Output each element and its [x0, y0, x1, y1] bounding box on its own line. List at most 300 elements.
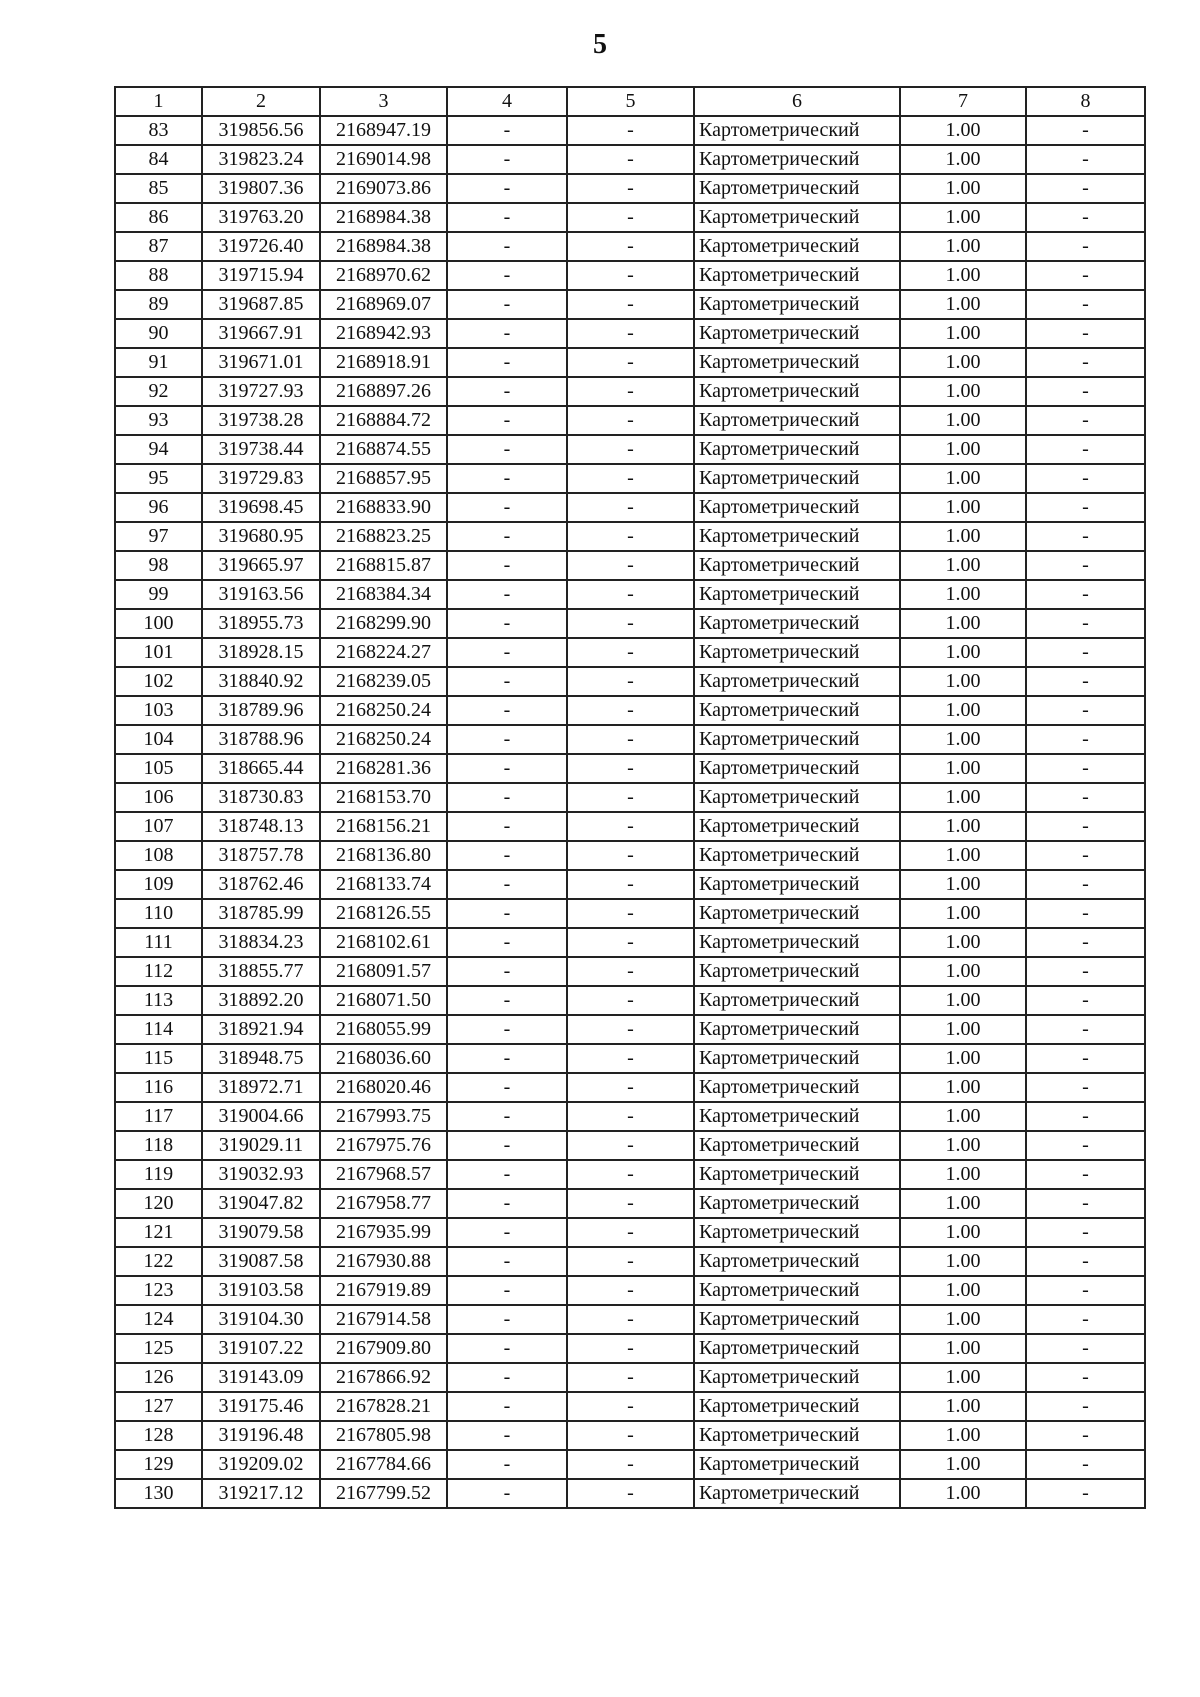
method-cell: Картометрический [694, 928, 900, 957]
y-coordinate-cell: 2167930.88 [320, 1247, 447, 1276]
accuracy-cell: 1.00 [900, 986, 1026, 1015]
y-coordinate-cell: 2168091.57 [320, 957, 447, 986]
accuracy-cell: 1.00 [900, 899, 1026, 928]
y-coordinate-cell: 2168250.24 [320, 725, 447, 754]
column-5-cell: - [567, 1363, 694, 1392]
point-number-cell: 112 [115, 957, 202, 986]
y-coordinate-cell: 2168153.70 [320, 783, 447, 812]
column-5-cell: - [567, 1131, 694, 1160]
method-cell: Картометрический [694, 551, 900, 580]
accuracy-cell: 1.00 [900, 261, 1026, 290]
column-5-cell: - [567, 580, 694, 609]
accuracy-cell: 1.00 [900, 232, 1026, 261]
column-8-cell: - [1026, 232, 1145, 261]
header-cell: 8 [1026, 87, 1145, 116]
table-row [115, 957, 1145, 986]
coordinates-table [114, 86, 1146, 1509]
accuracy-cell: 1.00 [900, 1479, 1026, 1508]
y-coordinate-cell: 2168020.46 [320, 1073, 447, 1102]
table-row [115, 580, 1145, 609]
method-cell: Картометрический [694, 783, 900, 812]
header-cell: 4 [447, 87, 567, 116]
table-row [115, 696, 1145, 725]
column-8-cell: - [1026, 1334, 1145, 1363]
accuracy-cell: 1.00 [900, 406, 1026, 435]
y-coordinate-cell: 2168299.90 [320, 609, 447, 638]
column-4-cell: - [447, 1102, 567, 1131]
column-5-cell: - [567, 174, 694, 203]
column-4-cell: - [447, 174, 567, 203]
column-8-cell: - [1026, 1392, 1145, 1421]
y-coordinate-cell: 2167909.80 [320, 1334, 447, 1363]
y-coordinate-cell: 2168055.99 [320, 1015, 447, 1044]
table-row [115, 406, 1145, 435]
point-number-cell: 97 [115, 522, 202, 551]
column-8-cell: - [1026, 1102, 1145, 1131]
accuracy-cell: 1.00 [900, 377, 1026, 406]
x-coordinate-cell: 318840.92 [202, 667, 320, 696]
column-8-cell: - [1026, 696, 1145, 725]
table-row [115, 783, 1145, 812]
table-row [115, 1189, 1145, 1218]
y-coordinate-cell: 2167975.76 [320, 1131, 447, 1160]
column-4-cell: - [447, 1044, 567, 1073]
column-4-cell: - [447, 261, 567, 290]
x-coordinate-cell: 319763.20 [202, 203, 320, 232]
x-coordinate-cell: 318785.99 [202, 899, 320, 928]
column-5-cell: - [567, 145, 694, 174]
accuracy-cell: 1.00 [900, 667, 1026, 696]
accuracy-cell: 1.00 [900, 1189, 1026, 1218]
x-coordinate-cell: 319103.58 [202, 1276, 320, 1305]
point-number-cell: 98 [115, 551, 202, 580]
column-8-cell: - [1026, 435, 1145, 464]
column-5-cell: - [567, 986, 694, 1015]
column-4-cell: - [447, 377, 567, 406]
y-coordinate-cell: 2168036.60 [320, 1044, 447, 1073]
method-cell: Картометрический [694, 1276, 900, 1305]
table-row [115, 986, 1145, 1015]
column-8-cell: - [1026, 145, 1145, 174]
method-cell: Картометрический [694, 1363, 900, 1392]
table-row [115, 145, 1145, 174]
accuracy-cell: 1.00 [900, 1276, 1026, 1305]
method-cell: Картометрический [694, 667, 900, 696]
accuracy-cell: 1.00 [900, 812, 1026, 841]
point-number-cell: 107 [115, 812, 202, 841]
column-8-cell: - [1026, 1044, 1145, 1073]
method-cell: Картометрический [694, 841, 900, 870]
table-row [115, 203, 1145, 232]
column-4-cell: - [447, 899, 567, 928]
y-coordinate-cell: 2168136.80 [320, 841, 447, 870]
y-coordinate-cell: 2168224.27 [320, 638, 447, 667]
x-coordinate-cell: 318928.15 [202, 638, 320, 667]
point-number-cell: 96 [115, 493, 202, 522]
x-coordinate-cell: 319029.11 [202, 1131, 320, 1160]
table-row [115, 1276, 1145, 1305]
y-coordinate-cell: 2168239.05 [320, 667, 447, 696]
column-8-cell: - [1026, 1247, 1145, 1276]
table-row [115, 1160, 1145, 1189]
column-4-cell: - [447, 1247, 567, 1276]
column-8-cell: - [1026, 1363, 1145, 1392]
table-row [115, 928, 1145, 957]
y-coordinate-cell: 2168942.93 [320, 319, 447, 348]
column-4-cell: - [447, 1305, 567, 1334]
method-cell: Картометрический [694, 870, 900, 899]
table-row [115, 609, 1145, 638]
x-coordinate-cell: 319196.48 [202, 1421, 320, 1450]
column-5-cell: - [567, 1450, 694, 1479]
column-8-cell: - [1026, 638, 1145, 667]
table-row [115, 522, 1145, 551]
accuracy-cell: 1.00 [900, 522, 1026, 551]
column-5-cell: - [567, 261, 694, 290]
column-8-cell: - [1026, 1450, 1145, 1479]
table-row [115, 870, 1145, 899]
column-5-cell: - [567, 522, 694, 551]
method-cell: Картометрический [694, 638, 900, 667]
column-8-cell: - [1026, 754, 1145, 783]
table-row [115, 435, 1145, 464]
method-cell: Картометрический [694, 1131, 900, 1160]
column-8-cell: - [1026, 1276, 1145, 1305]
column-8-cell: - [1026, 1479, 1145, 1508]
column-5-cell: - [567, 116, 694, 145]
method-cell: Картометрический [694, 145, 900, 174]
table-row [115, 232, 1145, 261]
accuracy-cell: 1.00 [900, 348, 1026, 377]
header-cell: 7 [900, 87, 1026, 116]
point-number-cell: 85 [115, 174, 202, 203]
x-coordinate-cell: 319047.82 [202, 1189, 320, 1218]
column-5-cell: - [567, 1015, 694, 1044]
column-4-cell: - [447, 145, 567, 174]
column-4-cell: - [447, 1073, 567, 1102]
method-cell: Картометрический [694, 1450, 900, 1479]
column-5-cell: - [567, 783, 694, 812]
column-8-cell: - [1026, 1218, 1145, 1247]
column-5-cell: - [567, 319, 694, 348]
column-5-cell: - [567, 957, 694, 986]
x-coordinate-cell: 319004.66 [202, 1102, 320, 1131]
x-coordinate-cell: 318855.77 [202, 957, 320, 986]
accuracy-cell: 1.00 [900, 435, 1026, 464]
column-4-cell: - [447, 464, 567, 493]
point-number-cell: 128 [115, 1421, 202, 1450]
column-8-cell: - [1026, 957, 1145, 986]
method-cell: Картометрический [694, 1015, 900, 1044]
y-coordinate-cell: 2168969.07 [320, 290, 447, 319]
table-row [115, 1363, 1145, 1392]
column-5-cell: - [567, 899, 694, 928]
table-row [115, 1479, 1145, 1508]
column-4-cell: - [447, 986, 567, 1015]
y-coordinate-cell: 2168874.55 [320, 435, 447, 464]
table-row [115, 1218, 1145, 1247]
method-cell: Картометрический [694, 725, 900, 754]
accuracy-cell: 1.00 [900, 1015, 1026, 1044]
point-number-cell: 84 [115, 145, 202, 174]
column-8-cell: - [1026, 1131, 1145, 1160]
x-coordinate-cell: 319175.46 [202, 1392, 320, 1421]
method-cell: Картометрический [694, 986, 900, 1015]
method-cell: Картометрический [694, 232, 900, 261]
column-8-cell: - [1026, 870, 1145, 899]
point-number-cell: 120 [115, 1189, 202, 1218]
point-number-cell: 93 [115, 406, 202, 435]
x-coordinate-cell: 318665.44 [202, 754, 320, 783]
y-coordinate-cell: 2168833.90 [320, 493, 447, 522]
column-8-cell: - [1026, 928, 1145, 957]
header-cell: 5 [567, 87, 694, 116]
method-cell: Картометрический [694, 464, 900, 493]
method-cell: Картометрический [694, 1305, 900, 1334]
x-coordinate-cell: 319079.58 [202, 1218, 320, 1247]
column-8-cell: - [1026, 319, 1145, 348]
column-8-cell: - [1026, 377, 1145, 406]
point-number-cell: 90 [115, 319, 202, 348]
column-5-cell: - [567, 754, 694, 783]
method-cell: Картометрический [694, 1073, 900, 1102]
column-5-cell: - [567, 1160, 694, 1189]
x-coordinate-cell: 318789.96 [202, 696, 320, 725]
column-5-cell: - [567, 551, 694, 580]
table-row [115, 377, 1145, 406]
x-coordinate-cell: 319823.24 [202, 145, 320, 174]
accuracy-cell: 1.00 [900, 174, 1026, 203]
y-coordinate-cell: 2167958.77 [320, 1189, 447, 1218]
table-row [115, 1305, 1145, 1334]
method-cell: Картометрический [694, 261, 900, 290]
column-8-cell: - [1026, 1421, 1145, 1450]
column-5-cell: - [567, 406, 694, 435]
y-coordinate-cell: 2168984.38 [320, 232, 447, 261]
method-cell: Картометрический [694, 1102, 900, 1131]
column-8-cell: - [1026, 609, 1145, 638]
method-cell: Картометрический [694, 348, 900, 377]
table-row [115, 1247, 1145, 1276]
column-4-cell: - [447, 957, 567, 986]
point-number-cell: 88 [115, 261, 202, 290]
column-4-cell: - [447, 1160, 567, 1189]
column-5-cell: - [567, 1218, 694, 1247]
accuracy-cell: 1.00 [900, 1363, 1026, 1392]
y-coordinate-cell: 2168156.21 [320, 812, 447, 841]
accuracy-cell: 1.00 [900, 1450, 1026, 1479]
column-5-cell: - [567, 435, 694, 464]
column-5-cell: - [567, 870, 694, 899]
method-cell: Картометрический [694, 1247, 900, 1276]
accuracy-cell: 1.00 [900, 1218, 1026, 1247]
y-coordinate-cell: 2167914.58 [320, 1305, 447, 1334]
x-coordinate-cell: 319727.93 [202, 377, 320, 406]
y-coordinate-cell: 2168857.95 [320, 464, 447, 493]
header-row [115, 87, 1145, 116]
accuracy-cell: 1.00 [900, 725, 1026, 754]
column-4-cell: - [447, 580, 567, 609]
x-coordinate-cell: 318948.75 [202, 1044, 320, 1073]
accuracy-cell: 1.00 [900, 754, 1026, 783]
x-coordinate-cell: 318730.83 [202, 783, 320, 812]
column-4-cell: - [447, 609, 567, 638]
table-row [115, 348, 1145, 377]
y-coordinate-cell: 2168918.91 [320, 348, 447, 377]
point-number-cell: 104 [115, 725, 202, 754]
column-8-cell: - [1026, 783, 1145, 812]
method-cell: Картометрический [694, 696, 900, 725]
method-cell: Картометрический [694, 1479, 900, 1508]
column-5-cell: - [567, 1392, 694, 1421]
x-coordinate-cell: 319687.85 [202, 290, 320, 319]
column-8-cell: - [1026, 261, 1145, 290]
y-coordinate-cell: 2168126.55 [320, 899, 447, 928]
point-number-cell: 92 [115, 377, 202, 406]
column-4-cell: - [447, 406, 567, 435]
y-coordinate-cell: 2168281.36 [320, 754, 447, 783]
point-number-cell: 99 [115, 580, 202, 609]
x-coordinate-cell: 319738.44 [202, 435, 320, 464]
point-number-cell: 101 [115, 638, 202, 667]
x-coordinate-cell: 318921.94 [202, 1015, 320, 1044]
table-row [115, 551, 1145, 580]
table-row [115, 638, 1145, 667]
point-number-cell: 124 [115, 1305, 202, 1334]
column-5-cell: - [567, 667, 694, 696]
column-8-cell: - [1026, 116, 1145, 145]
column-5-cell: - [567, 696, 694, 725]
y-coordinate-cell: 2168102.61 [320, 928, 447, 957]
accuracy-cell: 1.00 [900, 841, 1026, 870]
accuracy-cell: 1.00 [900, 1305, 1026, 1334]
column-8-cell: - [1026, 1073, 1145, 1102]
table-row [115, 1015, 1145, 1044]
column-5-cell: - [567, 725, 694, 754]
column-4-cell: - [447, 1334, 567, 1363]
method-cell: Картометрический [694, 203, 900, 232]
table-row [115, 1334, 1145, 1363]
x-coordinate-cell: 318972.71 [202, 1073, 320, 1102]
accuracy-cell: 1.00 [900, 1044, 1026, 1073]
column-5-cell: - [567, 232, 694, 261]
table-row [115, 493, 1145, 522]
column-8-cell: - [1026, 1160, 1145, 1189]
method-cell: Картометрический [694, 609, 900, 638]
y-coordinate-cell: 2168984.38 [320, 203, 447, 232]
accuracy-cell: 1.00 [900, 1131, 1026, 1160]
x-coordinate-cell: 318892.20 [202, 986, 320, 1015]
header-cell: 3 [320, 87, 447, 116]
point-number-cell: 111 [115, 928, 202, 957]
table-row [115, 1450, 1145, 1479]
x-coordinate-cell: 319738.28 [202, 406, 320, 435]
method-cell: Картометрический [694, 1334, 900, 1363]
column-8-cell: - [1026, 522, 1145, 551]
column-4-cell: - [447, 696, 567, 725]
accuracy-cell: 1.00 [900, 783, 1026, 812]
x-coordinate-cell: 318757.78 [202, 841, 320, 870]
column-8-cell: - [1026, 464, 1145, 493]
header-cell: 1 [115, 87, 202, 116]
column-5-cell: - [567, 348, 694, 377]
column-8-cell: - [1026, 1189, 1145, 1218]
y-coordinate-cell: 2168071.50 [320, 986, 447, 1015]
point-number-cell: 110 [115, 899, 202, 928]
point-number-cell: 130 [115, 1479, 202, 1508]
column-4-cell: - [447, 1479, 567, 1508]
accuracy-cell: 1.00 [900, 1421, 1026, 1450]
column-4-cell: - [447, 1131, 567, 1160]
method-cell: Картометрический [694, 406, 900, 435]
point-number-cell: 87 [115, 232, 202, 261]
y-coordinate-cell: 2168970.62 [320, 261, 447, 290]
column-8-cell: - [1026, 348, 1145, 377]
column-8-cell: - [1026, 580, 1145, 609]
column-8-cell: - [1026, 290, 1145, 319]
table-row [115, 1044, 1145, 1073]
x-coordinate-cell: 319104.30 [202, 1305, 320, 1334]
column-4-cell: - [447, 928, 567, 957]
y-coordinate-cell: 2167866.92 [320, 1363, 447, 1392]
x-coordinate-cell: 319209.02 [202, 1450, 320, 1479]
accuracy-cell: 1.00 [900, 1392, 1026, 1421]
column-4-cell: - [447, 1450, 567, 1479]
method-cell: Картометрический [694, 1189, 900, 1218]
column-8-cell: - [1026, 667, 1145, 696]
column-5-cell: - [567, 493, 694, 522]
accuracy-cell: 1.00 [900, 551, 1026, 580]
point-number-cell: 126 [115, 1363, 202, 1392]
column-8-cell: - [1026, 551, 1145, 580]
header-cell: 6 [694, 87, 900, 116]
column-4-cell: - [447, 1218, 567, 1247]
column-5-cell: - [567, 638, 694, 667]
method-cell: Картометрический [694, 116, 900, 145]
method-cell: Картометрический [694, 290, 900, 319]
method-cell: Картометрический [694, 754, 900, 783]
column-4-cell: - [447, 1392, 567, 1421]
table-row [115, 261, 1145, 290]
x-coordinate-cell: 319217.12 [202, 1479, 320, 1508]
y-coordinate-cell: 2168947.19 [320, 116, 447, 145]
y-coordinate-cell: 2167919.89 [320, 1276, 447, 1305]
column-4-cell: - [447, 1421, 567, 1450]
point-number-cell: 122 [115, 1247, 202, 1276]
accuracy-cell: 1.00 [900, 319, 1026, 348]
method-cell: Картометрический [694, 435, 900, 464]
method-cell: Картометрический [694, 1044, 900, 1073]
method-cell: Картометрический [694, 580, 900, 609]
column-4-cell: - [447, 667, 567, 696]
table-row [115, 725, 1145, 754]
y-coordinate-cell: 2167993.75 [320, 1102, 447, 1131]
y-coordinate-cell: 2168250.24 [320, 696, 447, 725]
point-number-cell: 83 [115, 116, 202, 145]
column-8-cell: - [1026, 725, 1145, 754]
x-coordinate-cell: 319032.93 [202, 1160, 320, 1189]
y-coordinate-cell: 2167968.57 [320, 1160, 447, 1189]
y-coordinate-cell: 2169014.98 [320, 145, 447, 174]
x-coordinate-cell: 319671.01 [202, 348, 320, 377]
table-row [115, 667, 1145, 696]
accuracy-cell: 1.00 [900, 870, 1026, 899]
accuracy-cell: 1.00 [900, 1247, 1026, 1276]
point-number-cell: 108 [115, 841, 202, 870]
method-cell: Картометрический [694, 1218, 900, 1247]
method-cell: Картометрический [694, 899, 900, 928]
point-number-cell: 116 [115, 1073, 202, 1102]
